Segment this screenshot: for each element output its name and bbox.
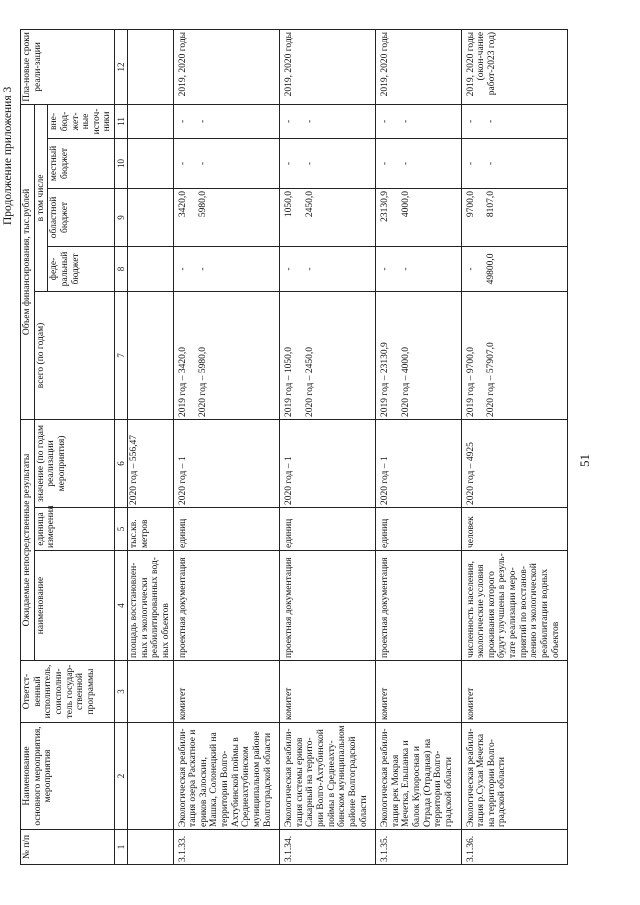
federal-value: - — [465, 267, 476, 271]
table-row — [461, 29, 568, 864]
row-name: Экологическая реабили-тация р.Сухая Мечетка на территории Волго-градской области — [461, 723, 568, 830]
col-number: 8 — [115, 246, 128, 291]
local-value: - — [465, 161, 476, 166]
row-regional — [376, 188, 461, 246]
row-num: 3.1.33. — [173, 830, 280, 865]
extra-value: - — [380, 119, 391, 124]
row-totals — [280, 291, 376, 419]
row-result-name: численность населения, экологические условия проживания которого будут улучшены в резуль-тате реализации меро-приятий по восстанов-лению и экологической реабилитации водных объектов — [461, 551, 568, 661]
local-value: - — [177, 161, 188, 166]
row-responsible: комитет — [280, 661, 376, 723]
total-value: 2019 год – 3420,0 — [177, 346, 188, 417]
row-regional — [461, 188, 568, 246]
header-result-unit: единица измерения — [34, 508, 114, 551]
row-value: 2020 год – 1 — [376, 419, 461, 507]
row-local — [173, 138, 280, 188]
carryover-row — [128, 29, 174, 864]
regional-value: 1050,0 — [284, 190, 295, 218]
extra-value: - — [400, 119, 411, 124]
col-number: 4 — [115, 551, 128, 661]
row-unit: человек — [461, 508, 568, 551]
col-number: 3 — [115, 661, 128, 723]
col-number: 5 — [115, 508, 128, 551]
local-value: - — [198, 161, 209, 166]
row-totals — [376, 291, 461, 419]
row-extra — [376, 104, 461, 138]
table-row — [173, 29, 280, 864]
row-unit: единиц — [280, 508, 376, 551]
federal-value: - — [380, 267, 391, 271]
row-responsible: комитет — [461, 661, 568, 723]
row-federal — [461, 246, 568, 291]
regional-value: 9700,0 — [465, 190, 476, 218]
total-value: 2019 год – 9700,0 — [465, 346, 476, 417]
col-number: 2 — [115, 723, 128, 830]
local-value: - — [304, 161, 315, 166]
extra-value: - — [284, 119, 295, 124]
carry-result-value: 2020 год – 556,47 — [128, 419, 174, 507]
header-responsible: Ответст-венный исполнитель, соисполни-тель государ-ственной программы — [21, 661, 115, 723]
regional-value: 2450,0 — [304, 190, 315, 218]
header-regional: областной бюджет — [48, 188, 115, 246]
row-unit: единиц — [173, 508, 280, 551]
local-value: - — [380, 161, 391, 166]
row-unit: единиц — [376, 508, 461, 551]
row-terms: 2019, 2020 годы — [173, 29, 280, 104]
regional-value: 8107,0 — [486, 190, 497, 218]
header-including: в том числе — [34, 104, 48, 291]
total-value: 2020 год – 5980,0 — [198, 346, 209, 417]
carry-result-name: площадь восстановлен-ных и экологически реабилитированных вод-ных объектов — [128, 551, 174, 661]
row-name: Экологическая реабили-тация рек Мокрая Мечетка, Ельшанка и балок Купоросная и Отрада (Отрадная) на территории Волго-градской области — [376, 723, 461, 830]
row-extra — [280, 104, 376, 138]
row-extra — [173, 104, 280, 138]
federal-value: - — [400, 267, 411, 271]
header-num: № п/п — [21, 830, 115, 865]
federal-value: 49800,0 — [486, 253, 497, 285]
total-value: 2019 год – 1050,0 — [284, 346, 295, 417]
row-result-name: проектная документация — [173, 551, 280, 661]
local-value: - — [486, 161, 497, 166]
col-number: 11 — [115, 104, 128, 138]
col-number: 6 — [115, 419, 128, 507]
row-terms: 2019, 2020 годы — [280, 29, 376, 104]
header-total: всего (по годам) — [34, 291, 114, 419]
row-num: 3.1.35. — [376, 830, 461, 865]
row-regional — [173, 188, 280, 246]
table-body — [128, 29, 568, 864]
total-value: 2020 год – 2450,0 — [304, 346, 315, 417]
row-regional — [280, 188, 376, 246]
row-value: 2020 год – 4925 — [461, 419, 568, 507]
row-totals — [461, 291, 568, 419]
col-number: 7 — [115, 291, 128, 419]
header-result-value: значение (по годам реализации мероприятия) — [34, 419, 114, 507]
local-value: - — [400, 161, 411, 166]
program-measures-table — [20, 29, 568, 865]
regional-value: 3420,0 — [177, 190, 188, 218]
regional-value: 5980,0 — [198, 190, 209, 218]
header-row-1 — [21, 29, 35, 864]
regional-value: 4000,0 — [400, 190, 411, 218]
row-extra — [461, 104, 568, 138]
header-terms: Пла-новые сроки реали-зации — [21, 29, 115, 104]
column-number-row — [115, 29, 128, 864]
row-terms: 2019, 2020 годы (окон-чание работ-2023 год) — [461, 29, 568, 104]
extra-value: - — [465, 119, 476, 124]
federal-value: - — [304, 267, 315, 271]
row-name: Экологическая реабили-тация системы ериков Сакарный на террито-рии Волго-Ахтубинской поймы в Среднеахту-бинском муниципальном районе Волгоградской области — [280, 723, 376, 830]
federal-value: - — [198, 267, 209, 271]
row-totals — [173, 291, 280, 419]
col-number: 1 — [115, 830, 128, 865]
header-local: местный бюджет — [48, 138, 115, 188]
header-federal: феде-ральный бюджет — [48, 246, 115, 291]
regional-value: 23130,9 — [380, 190, 391, 222]
continuation-caption: Продолжение приложения 3 — [2, 86, 14, 225]
col-number: 12 — [115, 29, 128, 104]
row-federal — [173, 246, 280, 291]
row-num: 3.1.36. — [461, 830, 568, 865]
table-row — [376, 29, 461, 864]
total-value: 2020 год – 57907,0 — [486, 342, 497, 417]
header-extra: вне-бюд-жет-ные источ-ники — [48, 104, 115, 138]
federal-value: - — [177, 267, 188, 271]
col-number: 9 — [115, 188, 128, 246]
carry-result-unit: тыс.кв. метров — [128, 508, 174, 551]
row-value: 2020 год – 1 — [173, 419, 280, 507]
header-results: Ожидаемые непосредственные результаты — [21, 419, 35, 660]
header-result-name: наименование — [34, 551, 114, 661]
row-result-name: проектная документация — [280, 551, 376, 661]
federal-value: - — [284, 267, 295, 271]
row-federal — [376, 246, 461, 291]
row-local — [461, 138, 568, 188]
total-value: 2019 год – 23130,9 — [380, 342, 391, 417]
extra-value: - — [304, 119, 315, 124]
row-value: 2020 год – 1 — [280, 419, 376, 507]
row-name: Экологическая реабили-тация озера Раскатное и ериков Залоскин, Машка, Солонецкий на территории Волго-Ахтубинской поймы в Среднеахтубинском муниципальном районе Волгоградской области — [173, 723, 280, 830]
col-number: 10 — [115, 138, 128, 188]
row-federal — [280, 246, 376, 291]
row-terms: 2019, 2020 годы — [376, 29, 461, 104]
extra-value: - — [486, 119, 497, 124]
extra-value: - — [177, 119, 188, 124]
row-responsible: комитет — [376, 661, 461, 723]
row-num: 3.1.34. — [280, 830, 376, 865]
header-name: Наименование основного мероприятия, мероприятия — [21, 723, 115, 830]
row-local — [376, 138, 461, 188]
header-funding: Объем финансирования, тыс.рублей — [21, 104, 35, 419]
total-value: 2020 год – 4000,0 — [400, 346, 411, 417]
extra-value: - — [198, 119, 209, 124]
row-responsible: комитет — [173, 661, 280, 723]
row-local — [280, 138, 376, 188]
page-number: 51 — [577, 454, 592, 467]
table-row — [280, 29, 376, 864]
row-result-name: проектная документация — [376, 551, 461, 661]
local-value: - — [284, 161, 295, 166]
